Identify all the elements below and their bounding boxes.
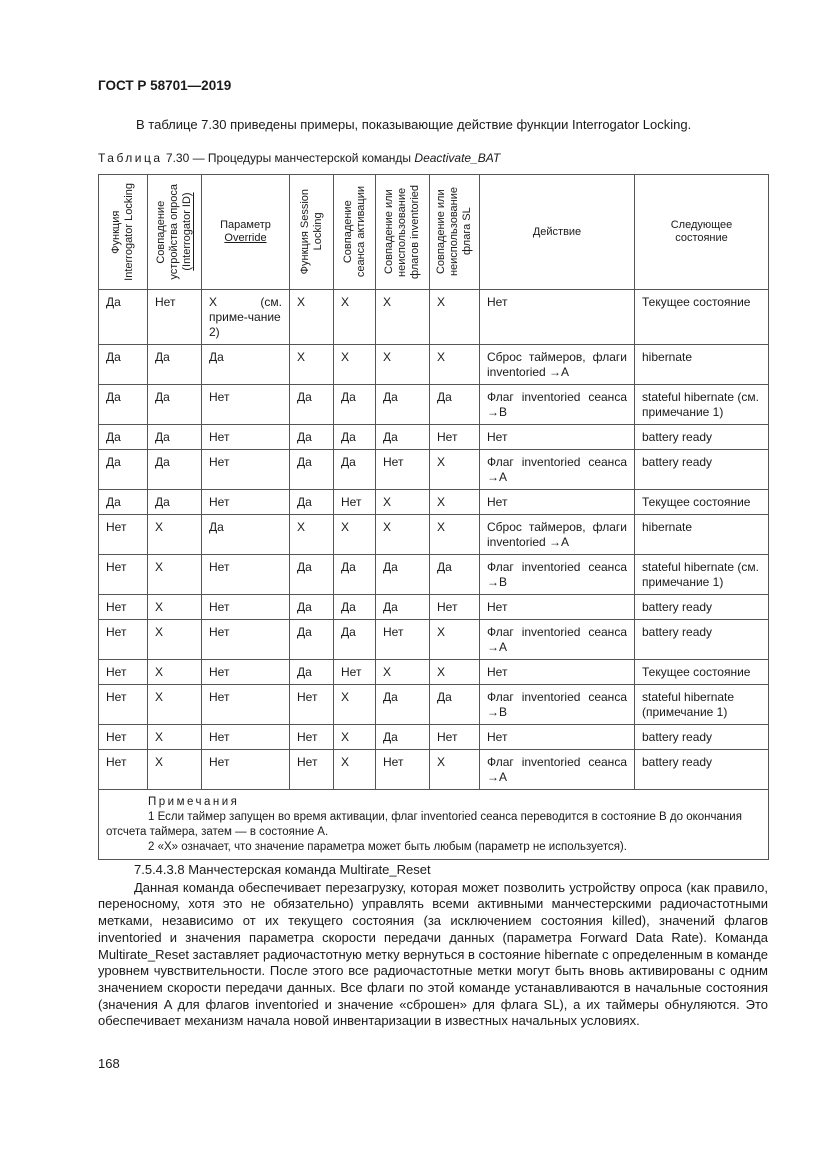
table-row [99,515,769,555]
table-cell: Нет [202,555,290,595]
table-cell: Да [290,425,334,450]
table-cell: stateful hibernate (см. примечание 1) [635,385,769,425]
table-cell: Нет [376,450,430,490]
table-cell: Флаг inventoried сеанса →B [480,685,635,725]
table-cell: Флаг inventoried сеанса →A [480,750,635,790]
table-cell: battery ready [635,425,769,450]
table-cell: Да [430,385,480,425]
notes-row [99,790,769,860]
table-cell: Нет [202,750,290,790]
header-inventoried-match: Совпадение или неиспользование флагов inventoried [376,175,430,290]
table-cell: Нет [290,725,334,750]
table-cell: Да [202,515,290,555]
table-cell: Нет [430,595,480,620]
document-title: ГОСТ Р 58701—2019 [98,78,232,93]
table-cell: Нет [202,595,290,620]
table-cell: Да [334,595,376,620]
table-caption-label: Таблица [98,151,163,165]
table-cell: Да [376,555,430,595]
table-cell: Нет [202,620,290,660]
table-row [99,620,769,660]
table-row [99,725,769,750]
table-cell: Сброс таймеров, флаги inventoried →A [480,515,635,555]
table-cell: X [376,515,430,555]
table-row [99,345,769,385]
table-cell: Нет [99,595,148,620]
table-cell: battery ready [635,725,769,750]
table-cell: X [148,620,202,660]
table-cell: Да [290,385,334,425]
note-1: 1 Если таймер запущен во время активации, флаг inventoried сеанса переводится в состояние B до окончания отсчета таймера, затем — в состояние A. [106,811,742,838]
table-cell: Да [376,425,430,450]
table-cell: Да [290,450,334,490]
table-cell: Текущее состояние [635,490,769,515]
notes-title: Примечания [148,796,240,808]
table-cell: Нет [202,490,290,515]
table-cell: X [148,555,202,595]
table-cell: Да [334,425,376,450]
table-cell: X [430,515,480,555]
table-cell: battery ready [635,750,769,790]
table-cell: Да [99,345,148,385]
table-cell: X [334,725,376,750]
table-cell: Да [148,490,202,515]
table-cell: Нет [202,450,290,490]
table-cell: X [376,290,430,345]
table-cell: Нет [202,425,290,450]
header-override: Параметр Override [202,175,290,290]
section-7-5-4-3-8 [98,862,768,1030]
table-row [99,450,769,490]
table-cell: Нет [290,685,334,725]
intro-paragraph: В таблице 7.30 приведены примеры, показывающие действие функции Interrogator Locking. [136,117,692,132]
table-cell: X [430,620,480,660]
table-cell: Флаг inventoried сеанса →B [480,385,635,425]
table-row [99,750,769,790]
header-action: Действие [480,175,635,290]
table-body [99,290,769,790]
table-cell: stateful hibernate (примечание 1) [635,685,769,725]
table-cell: Нет [99,555,148,595]
table-cell: Да [290,620,334,660]
table-cell: battery ready [635,450,769,490]
table-cell: Нет [99,750,148,790]
table-cell: X [290,345,334,385]
table-caption-command: Deactivate_BAT [414,151,501,165]
page-number: 168 [98,1056,120,1071]
table-cell: Да [430,685,480,725]
table-cell: X [334,685,376,725]
table-cell: Текущее состояние [635,290,769,345]
table-cell: Да [148,385,202,425]
table-cell: Нет [99,515,148,555]
table-cell: Да [290,660,334,685]
table-cell: Нет [376,620,430,660]
table-row [99,555,769,595]
table-cell: Да [376,685,430,725]
section-paragraph: Данная команда обеспечивает перезагрузку, которая может позволить устройству опроса (как правило, переносному, хотя это не обязательно) управлять всеми активными манчестерскими радиочастотными метками, независимо от их текущего состояния (за исключением состояния killed), значений флагов inventoried и значения параметра скорости передачи данных (параметра Forward Data Rate). Команда Multirate_Reset заставляет радиочастотную метку вернуться в состояние hibernate с определенным в команде уровнем чувствительности. После этого все радиочастотные метки могут быть вновь активированы с одним значением скорости передачи данных. Все флаги по этой команде устанавливаются в начальные состояния (значения A для флагов inventoried и значение «сброшен» для флага SL), а их таймеры обнуляются. Это обеспечивает механизм начала новой инвентаризации в известных начальных условиях. [98,879,768,1029]
table-cell: Нет [480,425,635,450]
table-cell: X [290,515,334,555]
table-cell: Нет [99,660,148,685]
table-cell: Да [202,345,290,385]
table-cell: Нет [148,290,202,345]
table-cell: X [430,660,480,685]
table-cell: Да [99,450,148,490]
header-session-match: Совпадение сеанса активации [334,175,376,290]
table-caption-number: 7.30 — Процедуры манчестерской команды [162,151,415,165]
table-cell: Нет [99,620,148,660]
table-row [99,290,769,345]
table-cell: X [430,345,480,385]
table-cell: X [334,515,376,555]
header-interrogator-id-match: Совпадение устройства опроса (Interrogator ID) [148,175,202,290]
table-cell: hibernate [635,515,769,555]
table-cell: Нет [202,385,290,425]
procedures-table [98,174,769,860]
table-cell: X [148,685,202,725]
table-cell: Да [99,490,148,515]
table-cell: X [148,515,202,555]
table-cell: Нет [480,290,635,345]
table-header-row [99,175,769,290]
table-caption [98,151,500,165]
table-cell: battery ready [635,620,769,660]
table-cell: Да [148,450,202,490]
table-cell: X [430,450,480,490]
header-interrogator-locking: Функция Interrogator Locking [99,175,148,290]
table-cell: X [334,345,376,385]
table-cell: hibernate [635,345,769,385]
table-cell: X [148,595,202,620]
table-cell: Да [334,555,376,595]
table-cell: Да [290,555,334,595]
table-cell: Нет [99,725,148,750]
table-cell: Да [376,385,430,425]
table-cell: X [430,290,480,345]
table-cell: Нет [480,490,635,515]
table-cell: X [334,750,376,790]
table-cell: X [290,290,334,345]
table-row [99,490,769,515]
table-cell: X [430,750,480,790]
table-cell: X [376,345,430,385]
table-cell: Да [334,450,376,490]
table-cell: Флаг inventoried сеанса →B [480,555,635,595]
table-cell: X [148,725,202,750]
table-row [99,660,769,685]
table-cell: Нет [202,725,290,750]
table-cell: Нет [430,425,480,450]
table-cell: Нет [290,750,334,790]
table-row [99,425,769,450]
table-cell: Нет [480,725,635,750]
table-cell: Сброс таймеров, флаги inventoried →A [480,345,635,385]
table-cell: Нет [99,685,148,725]
table-cell: Да [148,345,202,385]
header-next-state: Следующее состояние [635,175,769,290]
table-cell: Флаг inventoried сеанса →A [480,620,635,660]
table-cell: X [376,660,430,685]
notes-cell [99,790,769,860]
table-cell: stateful hibernate (см. примечание 1) [635,555,769,595]
table-cell: Нет [480,660,635,685]
table-cell: Да [290,595,334,620]
table-cell: X [334,290,376,345]
table-cell: Текущее состояние [635,660,769,685]
table-cell: X [148,660,202,685]
table-cell: X (см. приме-чание 2) [202,290,290,345]
table-cell: Нет [334,660,376,685]
table-cell: Да [376,595,430,620]
table-cell: Да [99,290,148,345]
table-cell: Да [430,555,480,595]
table-row [99,685,769,725]
section-heading: 7.5.4.3.8 Манчестерская команда Multirate_Reset [134,862,431,877]
table-cell: Нет [202,660,290,685]
table-cell: X [148,750,202,790]
table-cell: X [430,490,480,515]
table-cell: Да [99,385,148,425]
table-cell: X [376,490,430,515]
table-cell: Нет [334,490,376,515]
header-session-locking: Функция Session Locking [290,175,334,290]
table-cell: Нет [480,595,635,620]
table-cell: Да [99,425,148,450]
table-cell: Нет [202,685,290,725]
table-row [99,595,769,620]
table-cell: Да [148,425,202,450]
table-cell: Нет [376,750,430,790]
table-cell: Да [376,725,430,750]
table-cell: battery ready [635,595,769,620]
header-sl-match: Совпадение или неиспользование флага SL [430,175,480,290]
table-cell: Да [334,385,376,425]
table-row [99,385,769,425]
table-cell: Да [290,490,334,515]
table-cell: Флаг inventoried сеанса →A [480,450,635,490]
note-2: 2 «X» означает, что значение параметра может быть любым (параметр не используется). [148,841,627,853]
table-cell: Нет [430,725,480,750]
table-cell: Да [334,620,376,660]
